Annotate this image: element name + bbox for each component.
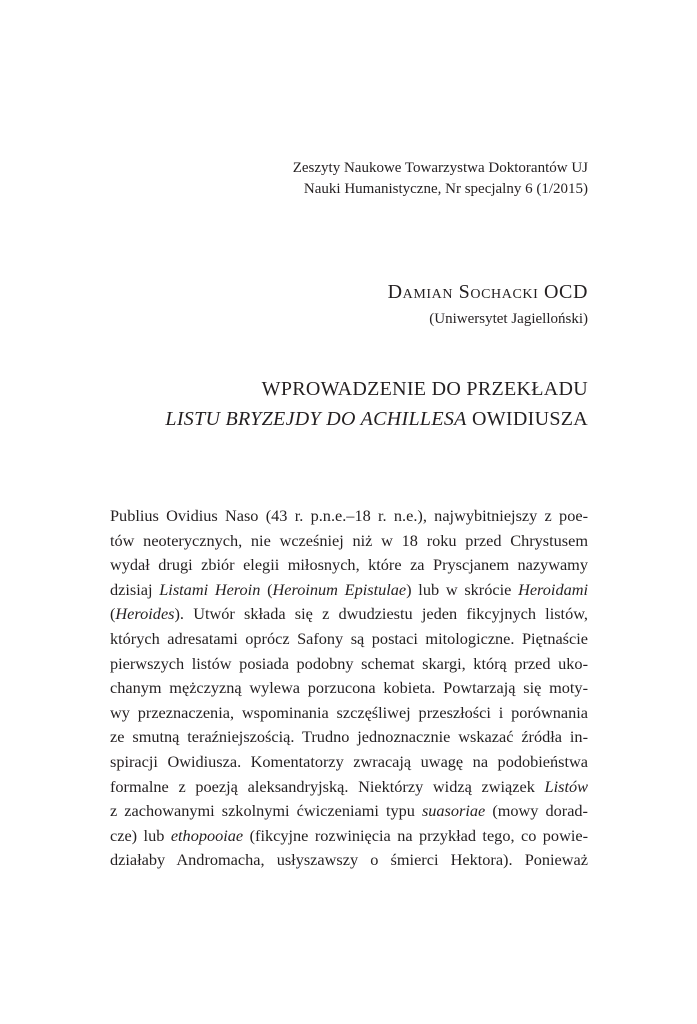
text-run: (mowy dorad- bbox=[485, 801, 588, 821]
body-line: chanym mężczyzną wylewa porzucona kobieta. Powtarzają się moty- bbox=[110, 678, 588, 698]
body-line: działaby Andromacha, usłyszawszy o śmierci Hektora). Ponieważ bbox=[110, 850, 588, 870]
author-affiliation: (Uniwersytet Jagielloński) bbox=[429, 311, 588, 327]
italic-term: ethopooiae bbox=[170, 825, 244, 845]
body-line bbox=[110, 824, 588, 849]
italic-term: Heroinum Epistulae bbox=[272, 579, 407, 599]
italic-term: Listami Heroin bbox=[159, 579, 261, 599]
text-run: ). Utwór składa się z dwudziestu jeden fikcyjnych listów, bbox=[174, 604, 588, 624]
body-line: których adresatami oprócz Safony są postaci mitologiczne. Piętnaście bbox=[110, 628, 588, 648]
body-line: wydał drugi zbiór elegii miłosnych, które za Pryscjanem nazywamy bbox=[110, 555, 588, 575]
text-run: ( bbox=[260, 579, 273, 599]
body-paragraph bbox=[110, 504, 588, 873]
body-line: tów neoterycznych, nie wcześniej niż w 18 roku przed Chrystusem bbox=[110, 530, 588, 550]
body-line bbox=[110, 578, 588, 603]
italic-term: suasoriae bbox=[421, 801, 486, 821]
body-line: spiracji Owidiusza. Komentatorzy zwracają uwagę na podobieństwa bbox=[110, 751, 588, 771]
body-line bbox=[110, 602, 588, 627]
title-italic-work: LISTU BRYZEJDY DO ACHILLESA bbox=[165, 408, 467, 430]
body-line bbox=[110, 775, 588, 800]
text-run: (fikcyjne rozwinięcia na przykład tego, co powie- bbox=[243, 825, 589, 845]
title-line-1: WPROWADZENIE DO PRZEKŁADU bbox=[261, 378, 588, 400]
journal-issue: Nauki Humanistyczne, Nr specjalny 6 (1/2015) bbox=[303, 181, 588, 197]
text-run: ( bbox=[110, 604, 116, 624]
body-line: wy przeznaczenia, wspominania szczęśliwej przeszłości i porównania bbox=[110, 702, 588, 722]
article-title bbox=[68, 374, 588, 434]
body-line: pierwszych listów posiada podobny schemat skargi, którą przed uko- bbox=[110, 653, 588, 673]
text-run: cze) lub bbox=[110, 825, 171, 845]
body-line: ze smutną teraźniejszością. Trudno jednoznacznie wskazać źródła in- bbox=[110, 727, 588, 747]
italic-term: Heroides bbox=[115, 604, 175, 624]
body-line: Publius Ovidius Naso (43 r. p.n.e.–18 r. n.e.), najwybitniejszy z poe- bbox=[110, 506, 588, 525]
author-name: Damian Sochacki OCD bbox=[387, 281, 588, 303]
text-run: ) lub w skrócie bbox=[406, 579, 519, 599]
text-run: dzisiaj bbox=[110, 579, 160, 599]
text-run: formalne z poezją aleksandryjską. Niektórzy widzą związek bbox=[110, 776, 545, 796]
author-block bbox=[188, 280, 588, 329]
italic-term: Heroidami bbox=[518, 579, 589, 599]
body-line bbox=[110, 799, 588, 824]
italic-term: Listów bbox=[544, 776, 588, 796]
title-line-2 bbox=[68, 404, 588, 434]
journal-header bbox=[188, 158, 588, 200]
title-author-genitive: OWIDIUSZA bbox=[466, 408, 588, 430]
journal-name: Zeszyty Naukowe Towarzystwa Doktorantów UJ bbox=[292, 160, 588, 176]
text-run: z zachowanymi szkolnymi ćwiczeniami typu bbox=[110, 801, 422, 821]
